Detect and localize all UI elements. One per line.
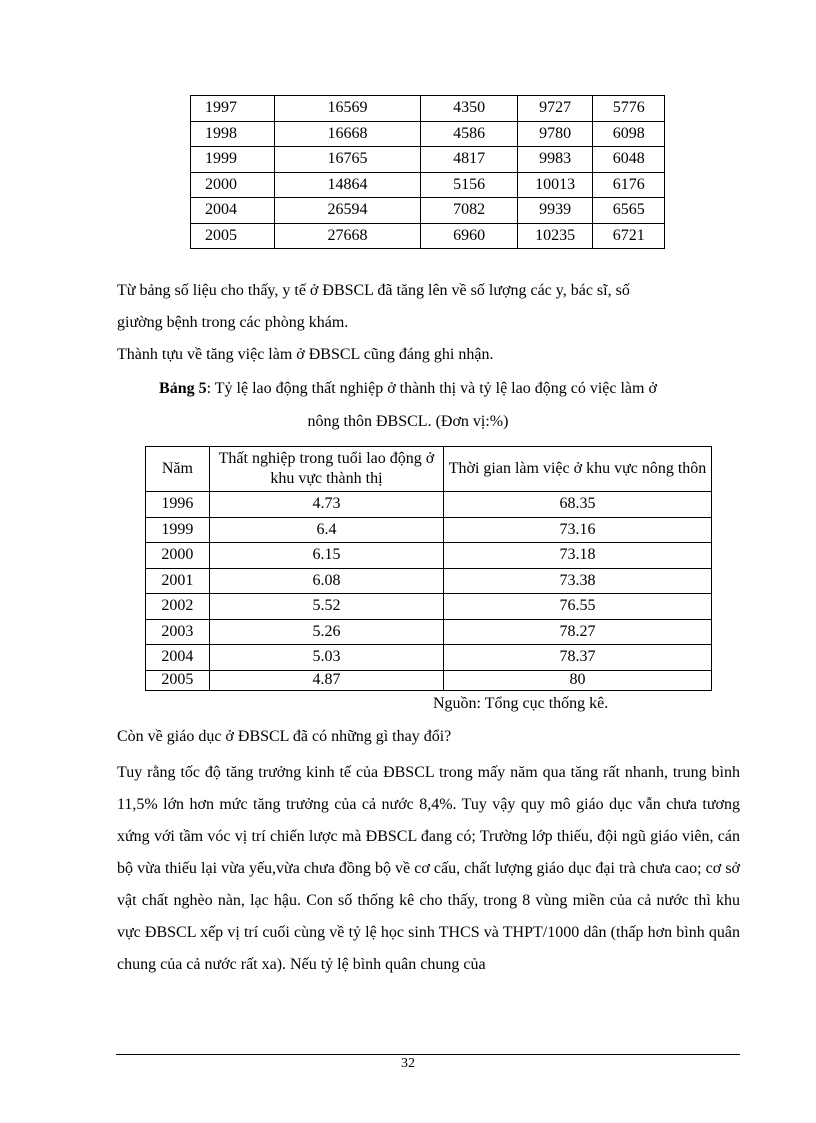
table-cell: 5776 — [593, 96, 665, 122]
table-caption-text: : Tỷ lệ lao động thất nghiệp ở thành thị và tỷ lệ lao động có việc làm ở — [206, 380, 657, 397]
table-cell: 9983 — [517, 147, 593, 173]
table-cell: 10013 — [517, 172, 593, 198]
table-cell: 73.16 — [444, 517, 712, 543]
table-cell: 68.35 — [444, 492, 712, 518]
table-cell: 6.15 — [209, 543, 443, 569]
table-row — [191, 147, 665, 173]
table-cell: 4.87 — [209, 670, 443, 690]
table-cell: 1999 — [146, 517, 210, 543]
table-cell: 2001 — [146, 568, 210, 594]
table-cell: 5156 — [421, 172, 517, 198]
table-cell: 4.73 — [209, 492, 443, 518]
table-source: Nguồn: Tổng cục thống kê. — [433, 695, 609, 712]
table-cell: 16569 — [274, 96, 421, 122]
statistics-table-top — [190, 95, 665, 249]
question-line: Còn về giáo dục ở ĐBSCL đã có những gì thay đổi? — [117, 728, 452, 745]
table-cell: 6960 — [421, 223, 517, 249]
table-header-cell: Thời gian làm việc ở khu vực nông thôn — [444, 447, 712, 492]
table-cell: 1998 — [191, 121, 275, 147]
table-cell: 16668 — [274, 121, 421, 147]
table-cell: 14864 — [274, 172, 421, 198]
table-cell: 6565 — [593, 198, 665, 224]
table-caption — [0, 380, 816, 398]
table-cell: 5.52 — [209, 594, 443, 620]
table-cell: 78.27 — [444, 619, 712, 645]
table-row — [146, 568, 712, 594]
table-cell: 9780 — [517, 121, 593, 147]
table-cell: 6.4 — [209, 517, 443, 543]
table-header-cell: Thất nghiệp trong tuổi lao động ở khu vực thành thị — [209, 447, 443, 492]
table-cell: 5.03 — [209, 645, 443, 671]
table-cell: 2000 — [146, 543, 210, 569]
table-cell: 2005 — [146, 670, 210, 690]
table-cell: 1999 — [191, 147, 275, 173]
table-cell: 1996 — [146, 492, 210, 518]
table-cell: 6048 — [593, 147, 665, 173]
table-row — [146, 619, 712, 645]
table-cell: 6721 — [593, 223, 665, 249]
table-caption-line2: nông thôn ĐBSCL. (Đơn vị:%) — [307, 413, 509, 430]
table-cell: 6.08 — [209, 568, 443, 594]
table-row — [146, 543, 712, 569]
table-cell: 26594 — [274, 198, 421, 224]
table-cell: 2003 — [146, 619, 210, 645]
table-cell: 2000 — [191, 172, 275, 198]
table-cell: 78.37 — [444, 645, 712, 671]
table-cell: 4817 — [421, 147, 517, 173]
table-cell: 2002 — [146, 594, 210, 620]
table-header-cell: Năm — [146, 447, 210, 492]
table-row — [146, 492, 712, 518]
table-row — [191, 223, 665, 249]
table-cell: 1997 — [191, 96, 275, 122]
table-cell: 27668 — [274, 223, 421, 249]
table-cell: 6098 — [593, 121, 665, 147]
table-cell: 2005 — [191, 223, 275, 249]
table-cell: 16765 — [274, 147, 421, 173]
table-cell: 6176 — [593, 172, 665, 198]
table-cell: 7082 — [421, 198, 517, 224]
table-row — [191, 96, 665, 122]
unemployment-table — [145, 446, 712, 691]
footer-divider — [116, 1054, 740, 1055]
paragraph-education: Tuy rằng tốc độ tăng trưởng kinh tế của ĐBSCL trong mấy năm qua tăng rất nhanh, trung bình 11,5% lớn hơn mức tăng trưởng của cả nước 8,4%. Tuy vậy quy mô giáo dục vẫn chưa tương xứng với tầm vóc vị trí chiến lược mà ĐBSCL đang có; Trường lớp thiếu, đội ngũ giáo viên, cán bộ vừa thiếu lại vừa yếu,vừa chưa đồng bộ về cơ cấu, chất lượng giáo dục đại trà chưa cao; cơ sở vật chất nghèo nàn, lạc hậu. Con số thống kê cho thấy, trong 8 vùng miền của cả nước thì khu vực ĐBSCL xếp vị trí cuối cùng về tỷ lệ học sinh THCS và THPT/1000 dân (thấp hơn bình quân chung của cả nước rất xa). Nếu tỷ lệ bình quân chung của — [117, 764, 740, 973]
page-number: 32 — [401, 1056, 415, 1071]
table-row — [191, 121, 665, 147]
table-cell: 9939 — [517, 198, 593, 224]
table-row — [146, 517, 712, 543]
table-row — [146, 670, 712, 690]
table-cell: 4586 — [421, 121, 517, 147]
table-cell: 5.26 — [209, 619, 443, 645]
table-row — [146, 594, 712, 620]
paragraph-line: Từ bảng số liệu cho thấy, y tế ở ĐBSCL đã tăng lên về số lượng các y, bác sĩ, số — [117, 282, 630, 299]
table-cell: 2004 — [146, 645, 210, 671]
table-cell: 73.18 — [444, 543, 712, 569]
table-cell: 4350 — [421, 96, 517, 122]
table-caption-label: Bảng 5 — [159, 380, 207, 397]
table-cell: 76.55 — [444, 594, 712, 620]
table-cell: 9727 — [517, 96, 593, 122]
table-cell: 2004 — [191, 198, 275, 224]
paragraph: Thành tựu về tăng việc làm ở ĐBSCL cũng đáng ghi nhận. — [117, 346, 494, 363]
table-cell: 80 — [444, 670, 712, 690]
table-row — [146, 645, 712, 671]
table-cell: 73.38 — [444, 568, 712, 594]
table-cell: 10235 — [517, 223, 593, 249]
table-row — [191, 172, 665, 198]
table-header-row — [146, 447, 712, 492]
paragraph-line: giường bệnh trong các phòng khám. — [117, 314, 349, 331]
table-row — [191, 198, 665, 224]
